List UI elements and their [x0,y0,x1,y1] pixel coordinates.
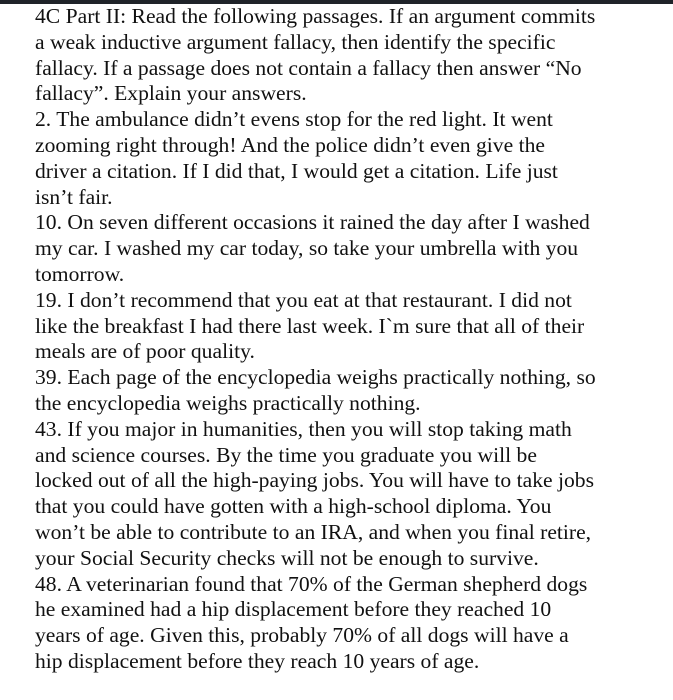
text-line: the encyclopedia weighs practically nothing. [35,390,421,415]
text-line: years of age. Given this, probably 70% of all dogs will have a [35,623,569,648]
text-line: zooming right through! And the police didn’t even give the [35,132,545,157]
text-line: 43. If you major in humanities, then you will stop taking math [35,416,572,441]
text-line: 19. I don’t recommend that you eat at that restaurant. I did not [35,287,572,312]
text-line: fallacy. If a passage does not contain a fallacy then answer “No [35,55,582,80]
text-line: and science courses. By the time you graduate you will be [35,442,537,467]
text-line: isn’t fair. [35,184,113,209]
text-line: 2. The ambulance didn’t evens stop for the red light. It went [35,107,553,132]
text-line: that you could have gotten with a high-school diploma. You [35,494,552,519]
text-line: locked out of all the high-paying jobs. You will have to take jobs [35,468,594,493]
document-text [35,4,665,675]
text-line: my car. I washed my car today, so take your umbrella with you [35,236,579,261]
text-line: meals are of poor quality. [35,339,255,364]
text-line: your Social Security checks will not be enough to survive. [35,545,539,570]
text-line: 39. Each page of the encyclopedia weighs practically nothing, so [35,365,596,390]
text-line: fallacy”. Explain your answers. [35,81,307,106]
text-line: tomorrow. [35,261,125,286]
text-line: won’t be able to contribute to an IRA, and when you final retire, [35,519,592,544]
text-line: like the breakfast I had there last week. I`m sure that all of their [35,313,585,338]
text-line: 10. On seven different occasions it rained the day after I washed [35,210,590,235]
text-line: hip displacement before they reach 10 years of age. [35,648,480,673]
text-line: he examined had a hip displacement before they reached 10 [35,597,552,622]
text-line: 48. A veterinarian found that 70% of the German shepherd dogs [35,571,588,596]
text-line: 4C Part II: Read the following passages. If an argument commits [35,4,596,28]
text-line: driver a citation. If I did that, I would get a citation. Life just [35,158,558,183]
text-line: a weak inductive argument fallacy, then identify the specific [35,29,556,54]
